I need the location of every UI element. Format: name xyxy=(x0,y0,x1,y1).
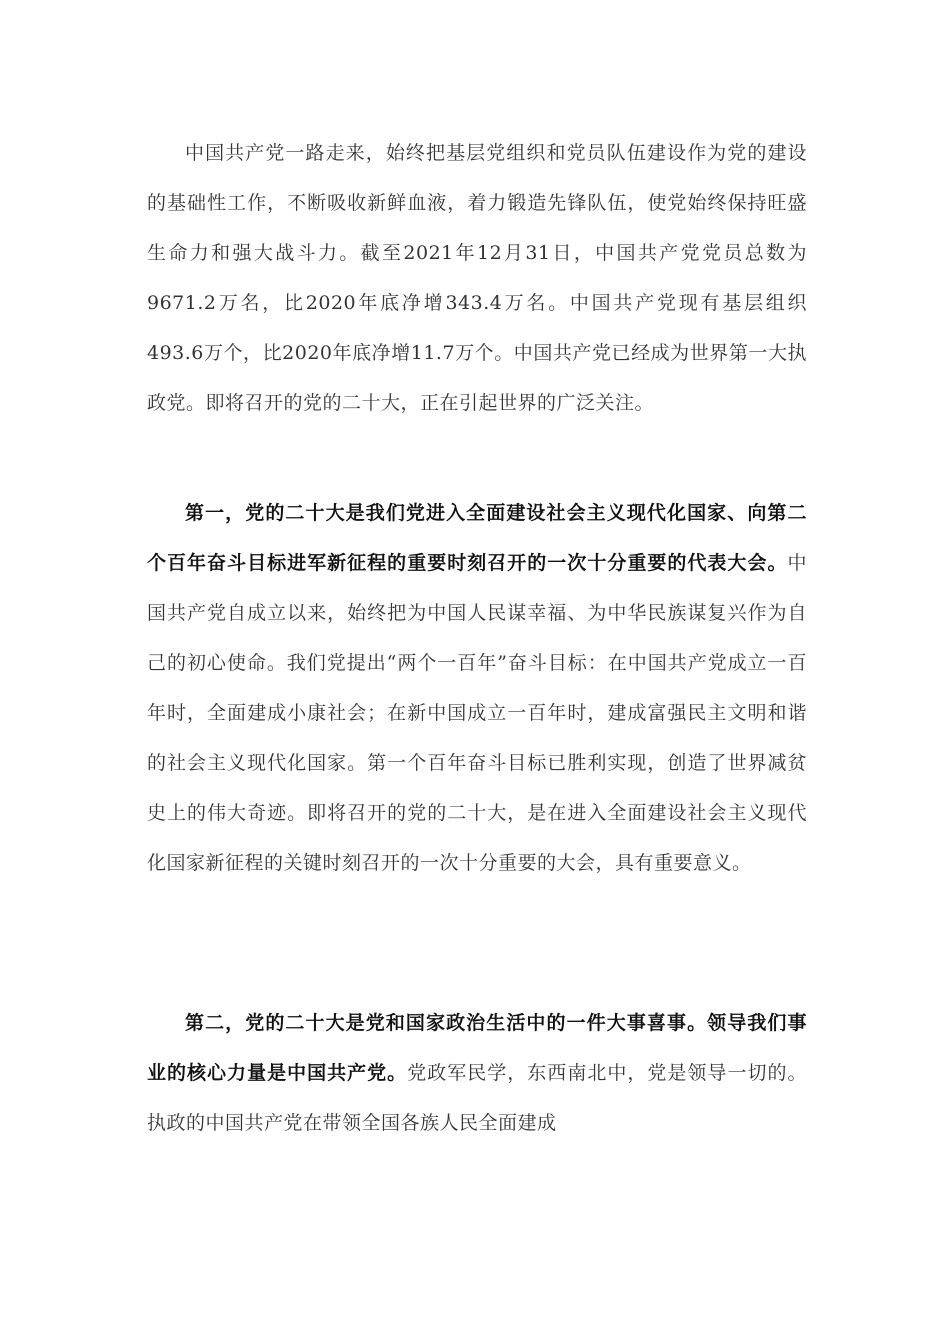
paragraph-body: 中国共产党自成立以来，始终把为中国人民谋幸福、为中华民族谋复兴作为自己的初心使命。我们党提出“两个一百年”奋斗目标：在中国共产党成立一百年时，全面建成小康社会；在新中国成立一百年时，建成富强民主文明和谐的社会主义现代化国家。第一个百年奋斗目标已胜利实现，创造了世界减贫史上的伟大奇迹。即将召开的党的二十大，是在进入全面建设社会主义现代化国家新征程的关键时刻召开的一次十分重要的大会，具有重要意义。 xyxy=(147,552,807,874)
paragraph-lead: 第二，党的二十大是党和国家政治生活中的一件大事喜事。领导我们事业的核心力量是中国共产党。 xyxy=(147,1012,807,1084)
paragraph-body: 中国共产党一路走来，始终把基层党组织和党员队伍建设作为党的建设的基础性工作，不断吸收新鲜血液，着力锻造先锋队伍，使党始终保持旺盛生命力和强大战斗力。截至2021年12月31日，中国共产党党员总数为9671.2万名，比2020年底净增343.4万名。中国共产党现有基层组织493.6万个，比2020年底净增11.7万个。中国共产党已经成为世界第一大执政党。即将召开的党的二十大，正在引起世界的广泛关注。 xyxy=(147,142,807,414)
paragraph-first-point xyxy=(147,488,807,888)
paragraph-lead: 第一，党的二十大是我们党进入全面建设社会主义现代化国家、向第二个百年奋斗目标进军新征程的重要时刻召开的一次十分重要的代表大会。 xyxy=(147,502,807,574)
paragraph-intro xyxy=(147,128,807,428)
paragraph-second-point xyxy=(147,998,807,1148)
paragraph-body: 党政军民学，东西南北中，党是领导一切的。执政的中国共产党在带领全国各族人民全面建成 xyxy=(147,1062,807,1134)
